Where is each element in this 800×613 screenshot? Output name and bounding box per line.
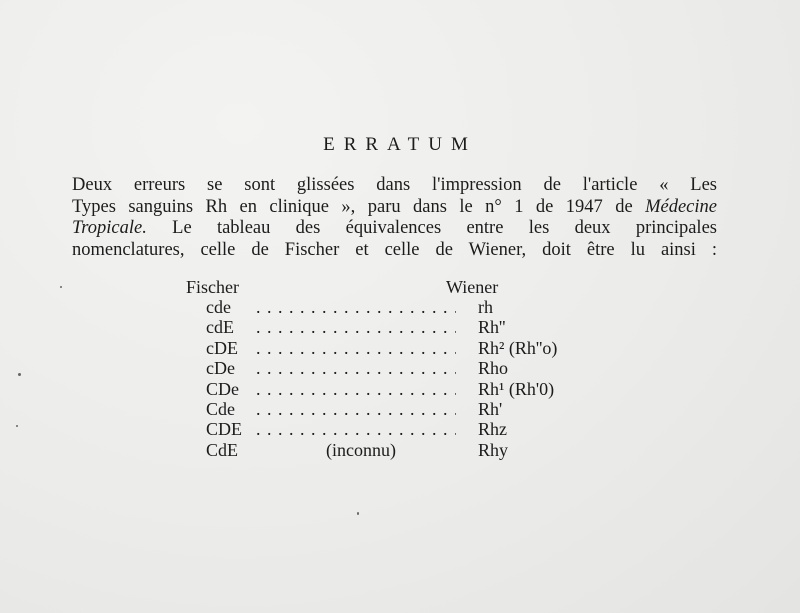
note-cell: (inconnu)	[326, 439, 396, 460]
paragraph-text: Le tableau des équivalences entre les deux principales	[146, 218, 717, 238]
table-row	[186, 358, 606, 378]
journal-name-italic: Tropicale.	[72, 218, 147, 238]
journal-name-italic: Médecine	[645, 196, 717, 217]
table-row	[186, 338, 606, 358]
table-header	[186, 277, 606, 297]
wiener-cell: Rh''	[478, 317, 506, 338]
wiener-cell: Rh¹ (Rh'0)	[478, 378, 555, 399]
wiener-cell: Rhz	[478, 419, 507, 440]
paragraph-line: Deux erreurs se sont glissées dans l'impression de l'article « Les	[72, 175, 717, 195]
fischer-cell: CDE	[206, 419, 242, 440]
fischer-cell: cde	[206, 297, 231, 317]
paper-speck	[357, 512, 359, 515]
table-rows	[186, 297, 606, 460]
leader-dots	[256, 358, 456, 379]
wiener-cell: rh	[478, 297, 493, 317]
table-row	[186, 419, 606, 439]
fischer-cell: CdE	[206, 439, 239, 460]
leader-dots	[256, 338, 456, 359]
table-row	[186, 399, 606, 419]
fischer-cell: CDe	[206, 378, 239, 399]
leader-dots	[256, 419, 456, 440]
paper-speck	[60, 286, 62, 288]
header-wiener: Wiener	[446, 277, 499, 297]
paper-speck	[18, 373, 21, 376]
fischer-cell: cDe	[206, 358, 235, 379]
table-row	[186, 440, 606, 460]
fischer-cell: Cde	[206, 398, 235, 419]
paper-speck	[16, 425, 18, 427]
wiener-cell: Rho	[478, 358, 509, 379]
erratum-paragraph	[72, 175, 717, 261]
table-row	[186, 379, 606, 399]
header-fischer: Fischer	[186, 277, 239, 297]
page-title: ERRATUM	[323, 134, 477, 155]
wiener-cell: Rh² (Rh''o)	[478, 337, 558, 358]
leader-dots	[256, 379, 456, 400]
paragraph-text: Types sanguins Rh en clinique », paru dans le n° 1 de 1947 de	[72, 196, 646, 217]
leader-dots	[256, 297, 456, 318]
equivalence-table	[186, 277, 606, 460]
leader-dots	[256, 399, 456, 420]
table-row	[186, 317, 606, 337]
fischer-cell: cDE	[206, 337, 238, 358]
leader-dots	[256, 317, 456, 338]
paragraph-line	[72, 197, 717, 219]
paragraph-line: nomenclatures, celle de Fischer et celle de Wiener, doit être lu ainsi :	[72, 239, 717, 260]
fischer-cell: cdE	[206, 317, 234, 338]
wiener-cell: Rh'	[478, 398, 503, 419]
paragraph-line	[72, 218, 717, 240]
table-row	[186, 297, 606, 317]
wiener-cell: Rhy	[478, 439, 509, 460]
